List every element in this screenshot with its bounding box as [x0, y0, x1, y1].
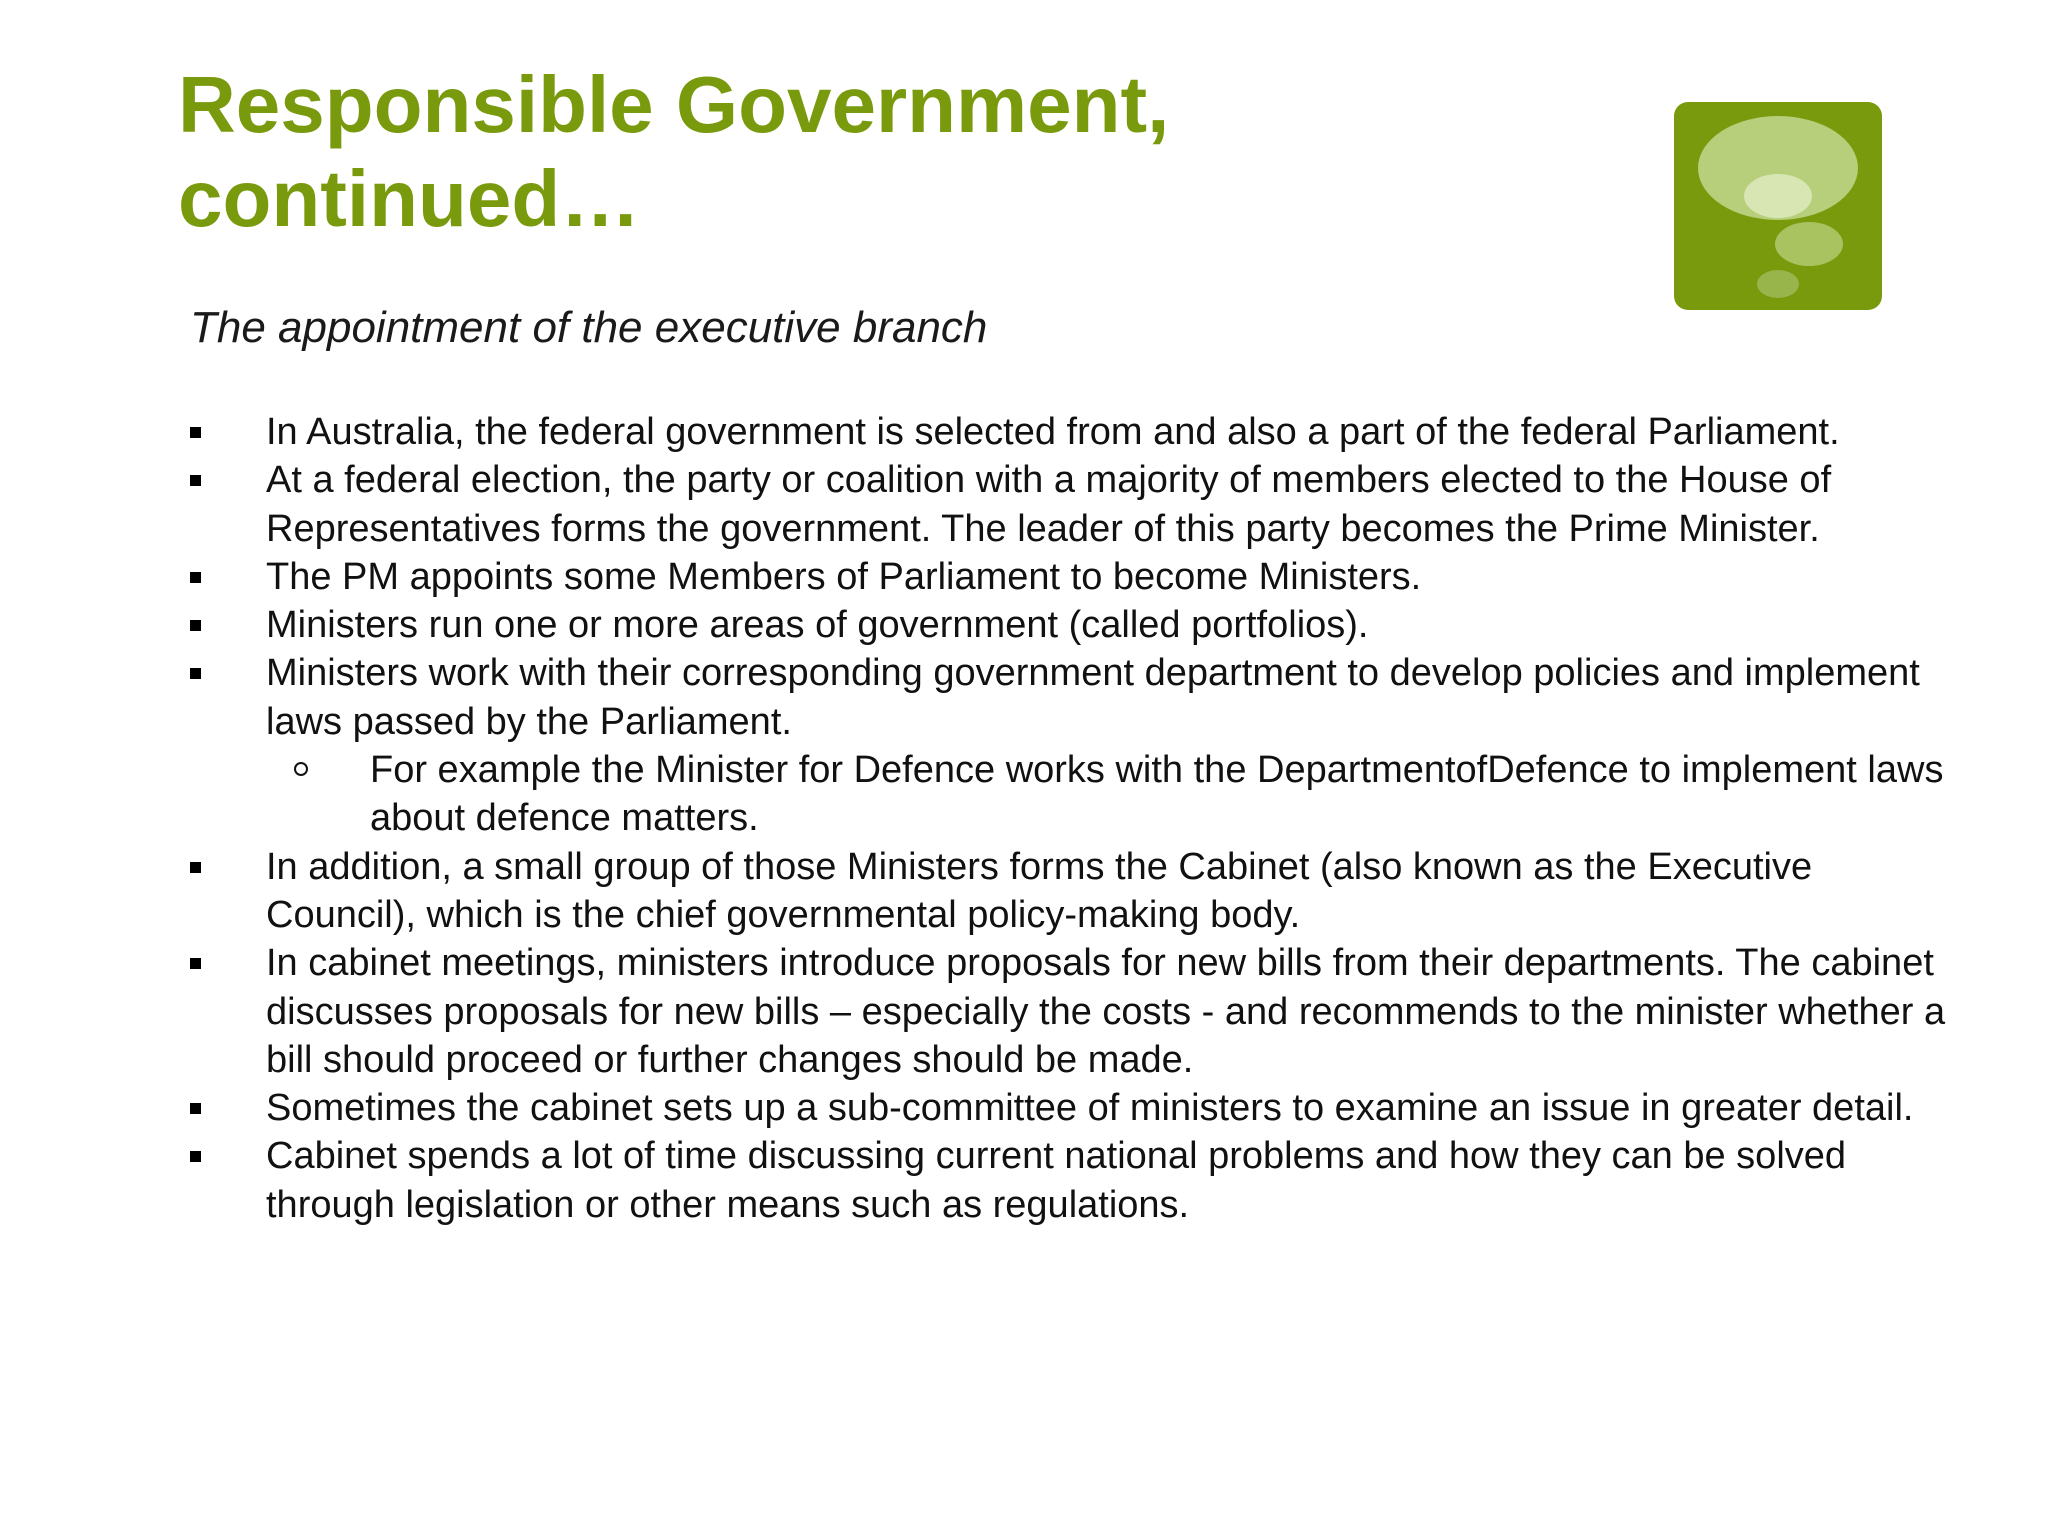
- title-line-1: Responsible Government,: [178, 60, 1170, 149]
- bullet-text: For example the Minister for Defence works with the DepartmentofDefence to implement laws about defence matters.: [370, 749, 1944, 840]
- bullet-item: [190, 939, 1970, 1084]
- section-subtitle: The appointment of the executive branch: [190, 303, 988, 352]
- bullet-item: [190, 408, 1970, 456]
- square-bullet-icon: [190, 620, 201, 631]
- thought-bubble-icon: [1674, 102, 1882, 310]
- bullet-text: The PM appoints some Members of Parliament to become Ministers.: [266, 555, 1422, 598]
- bullet-text: Sometimes the cabinet sets up a sub-committee of ministers to examine an issue in greater detail.: [266, 1087, 1914, 1130]
- bullet-item: [190, 601, 1970, 649]
- circle-bullet-icon: [294, 762, 308, 776]
- square-bullet-icon: [190, 572, 201, 583]
- bullet-item: [190, 843, 1970, 940]
- bullet-item: [190, 456, 1970, 553]
- bullet-item: [190, 1132, 1970, 1229]
- bullet-text: Cabinet spends a lot of time discussing current national problems and how they can be solved through legislation or other means such as regulations.: [266, 1135, 1847, 1226]
- title-line-2: continued…: [178, 154, 641, 243]
- bullet-item: [190, 553, 1970, 601]
- bullet-item: [190, 649, 1970, 746]
- bullet-text: Ministers work with their corresponding government department to develop policies and implement laws passed by the Parliament.: [266, 652, 1920, 743]
- bullet-text: In addition, a small group of those Ministers forms the Cabinet (also known as the Executive Council), which is the chief governmental policy-making body.: [266, 845, 1813, 936]
- square-bullet-icon: [190, 1103, 201, 1114]
- sub-bullet-item: [190, 746, 1970, 843]
- bullet-text: Ministers run one or more areas of government (called portfolios).: [266, 604, 1369, 647]
- bullet-text: In cabinet meetings, ministers introduce proposals for new bills from their departments. The cabinet discusses proposals for new bills – especially the costs - and recommends to the minister whether a bill should proceed or further changes should be made.: [266, 942, 1946, 1081]
- square-bullet-icon: [190, 958, 201, 969]
- bullet-item: [190, 1084, 1970, 1132]
- square-bullet-icon: [190, 475, 201, 486]
- square-bullet-icon: [190, 668, 201, 679]
- bullet-text: At a federal election, the party or coalition with a majority of members elected to the House of Representatives forms the government. The leader of this party becomes the Prime Minister.: [266, 459, 1832, 550]
- bullet-list: [190, 408, 1970, 1229]
- page-title: [178, 58, 1578, 246]
- bullet-text: In Australia, the federal government is selected from and also a part of the federal Parliament.: [266, 411, 1840, 453]
- square-bullet-icon: [190, 427, 201, 438]
- square-bullet-icon: [190, 1151, 201, 1162]
- square-bullet-icon: [190, 862, 201, 873]
